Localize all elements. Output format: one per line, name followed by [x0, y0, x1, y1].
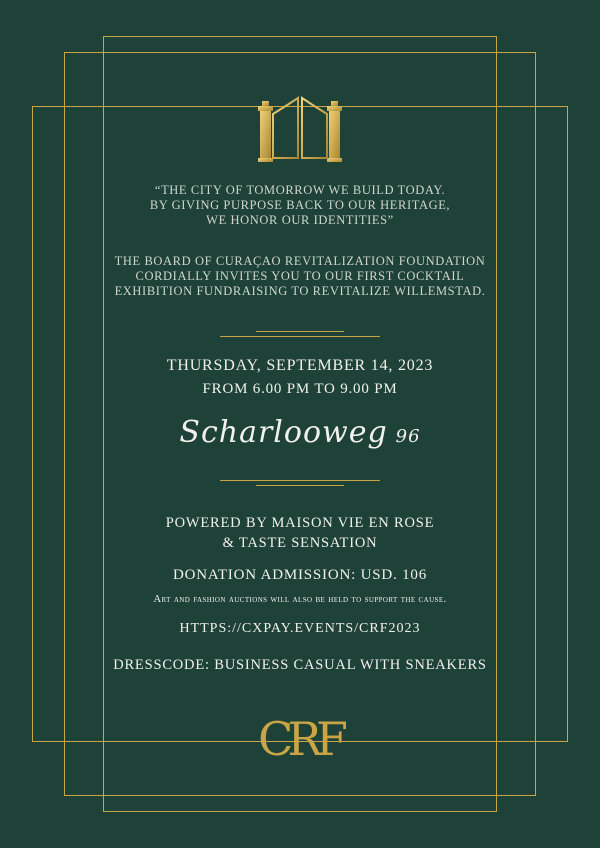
invitation-text: [0, 254, 600, 299]
event-venue: [0, 415, 600, 450]
venue-number: 96: [395, 426, 421, 447]
quote-line-1: “THE CITY OF TOMORROW WE BUILD TODAY.: [154, 183, 446, 197]
event-date: THURSDAY, SEPTEMBER 14, 2023: [166, 357, 434, 374]
powered-by-line-2: & TASTE SENSATION: [222, 535, 378, 551]
invitation-line-1: THE BOARD OF CURAÇAO REVITALIZATION FOUNDATION: [114, 254, 486, 268]
dresscode: DRESSCODE: BUSINESS CASUAL WITH SNEAKERS: [113, 657, 487, 673]
gate-icon: [258, 96, 342, 162]
powered-by-line-1: POWERED BY MAISON VIE EN ROSE: [165, 515, 435, 531]
invitation-line-2: CORDIALLY INVITES YOU TO OUR FIRST COCKTAIL: [135, 269, 465, 283]
event-url-link[interactable]: HTTPS://CXPAY.EVENTS/CRF2023: [179, 621, 421, 636]
quote-text: [0, 183, 600, 228]
donation-admission: DONATION ADMISSION: USD. 106: [172, 567, 428, 583]
venue-name: Scharlooweg: [179, 415, 388, 450]
invitation-line-3: EXHIBITION FUNDRAISING TO REVITALIZE WILLEMSTAD.: [114, 284, 486, 298]
event-time: FROM 6.00 PM TO 9.00 PM: [202, 381, 398, 397]
auction-note: Art and fashion auctions will also be held to support the cause.: [153, 594, 447, 605]
crf-logo: CRF: [258, 712, 342, 766]
powered-by: [0, 513, 600, 553]
quote-line-2: BY GIVING PURPOSE BACK TO OUR HERITAGE,: [149, 198, 451, 212]
quote-line-3: WE HONOR OUR IDENTITIES”: [206, 213, 394, 227]
